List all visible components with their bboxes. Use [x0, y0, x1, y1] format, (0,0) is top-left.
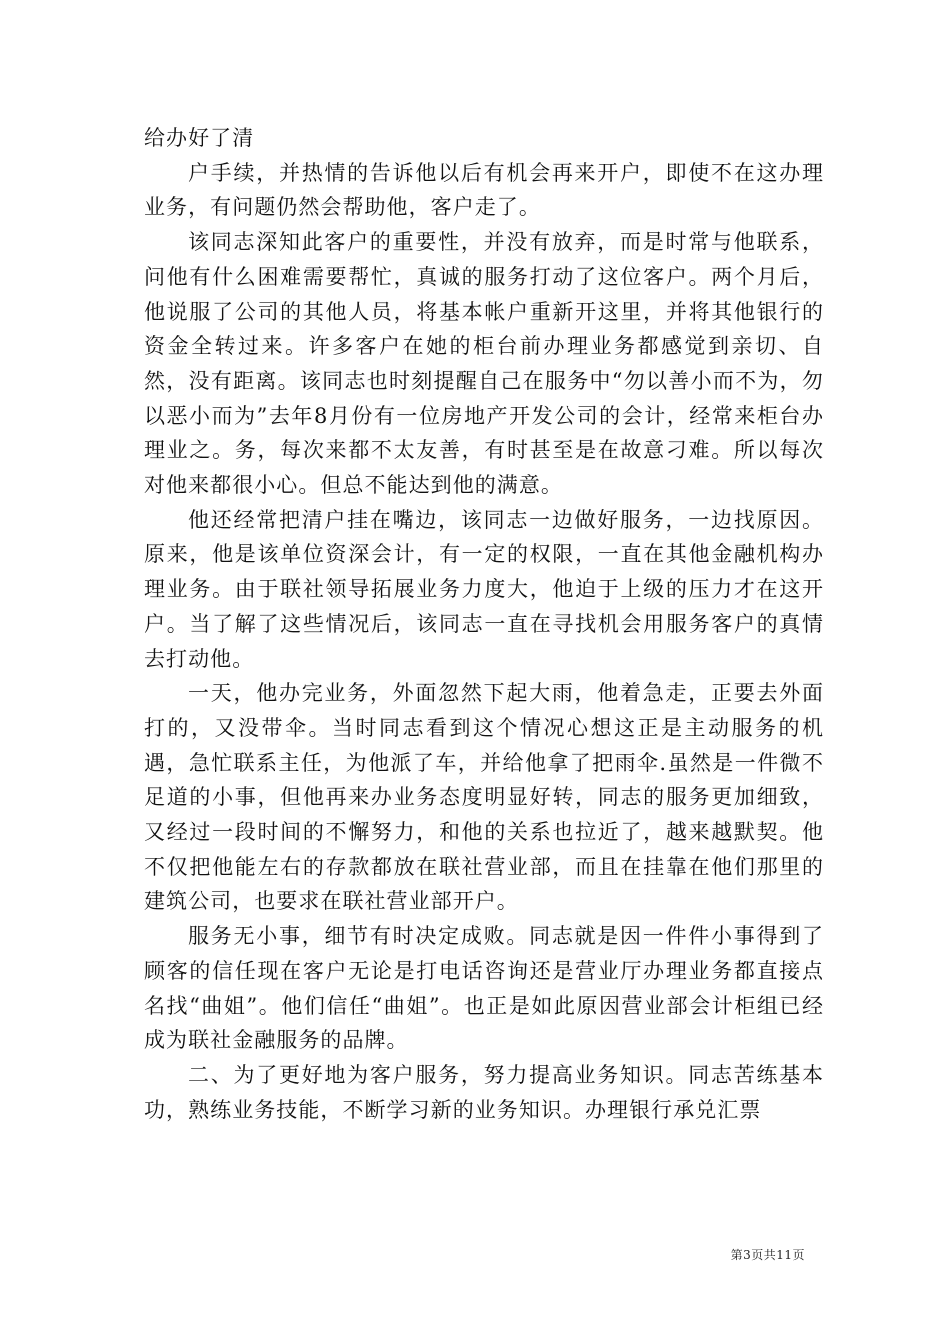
paragraph-6: 服务无小事，细节有时决定成败。同志就是因一件件小事得到了顾客的信任现在客户无论是打电话咨询还是营业厅办理业务都直接点名找“曲姐”。他们信任“曲姐”。也正是如此原因营业部会计柜组已经成为联社金融服务的品牌。: [144, 924, 824, 1053]
paragraph-1: 给办好了清: [144, 126, 255, 150]
paragraph-7: 二、为了更好地为客户服务，努力提高业务知识。同志苦练基本功，熟练业务技能，不断学习新的业务知识。办理银行承兑汇票: [144, 1062, 824, 1122]
page-number-footer: 第3页共11页: [730, 1248, 805, 1262]
paragraph-2: 户手续，并热情的告诉他以后有机会再来开户，即使不在这办理业务，有问题仍然会帮助他，客户走了。: [144, 160, 824, 220]
paragraph-4: 他还经常把清户挂在嘴边，该同志一边做好服务，一边找原因。原来，他是该单位资深会计，有一定的权限，一直在其他金融机构办理业务。由于联社领导拓展业务力度大，他迫于上级的压力才在这开户。当了解了这些情况后，该同志一直在寻找机会用服务客户的真情去打动他。: [144, 507, 824, 671]
paragraph-5: 一天，他办完业务，外面忽然下起大雨，他着急走，正要去外面打的，又没带伞。当时同志看到这个情况心想这正是主动服务的机遇，急忙联系主任，为他派了车，并给他拿了把雨伞.虽然是一件微不足道的小事，但他再来办业务态度明显好转，同志的服务更加细致，又经过一段时间的不懈努力，和他的关系也拉近了，越来越默契。他不仅把他能左右的存款都放在联社营业部，而且在挂靠在他们那里的建筑公司，也要求在联社营业部开户。: [144, 681, 824, 914]
paragraph-3: 该同志深知此客户的重要性，并没有放弃，而是时常与他联系，问他有什么困难需要帮忙，真诚的服务打动了这位客户。两个月后，他说服了公司的其他人员，将基本帐户重新开这里，并将其他银行的资金全转过来。许多客户在她的柜台前办理业务都感觉到亲切、自然，没有距离。该同志也时刻提醒自己在服务中“勿以善小而不为，勿以恶小而为”去年8月份有一位房地产开发公司的会计，经常来柜台办理业之。务，每次来都不太友善，有时甚至是在故意刁难。所以每次对他来都很小心。但总不能达到他的满意。: [144, 230, 824, 498]
document-body: [144, 121, 824, 1127]
